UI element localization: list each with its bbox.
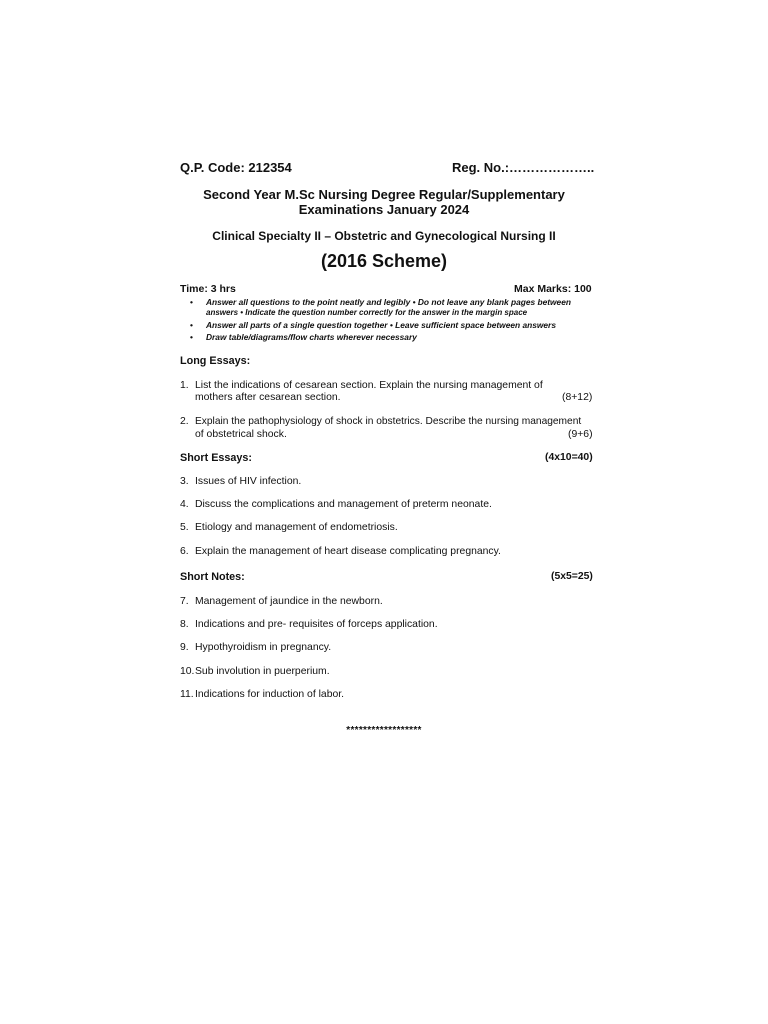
bullet-icon: • <box>190 320 193 330</box>
question-number: 4. <box>180 499 189 510</box>
question-2-marks: (9+6) <box>568 429 593 440</box>
question-1 <box>180 380 543 392</box>
question-8 <box>180 619 438 631</box>
instruction-1-continued: answers • Indicate the question number correctly for the answer in the margin space <box>206 308 528 317</box>
question-4 <box>180 499 492 511</box>
instruction-text: Answer all parts of a single question together • Leave sufficient space between answers <box>206 320 556 330</box>
question-text: Indications for induction of labor. <box>195 689 345 700</box>
instruction-2 <box>190 320 556 330</box>
question-number: 5. <box>180 522 189 533</box>
section-heading-long-essays: Long Essays: <box>180 355 251 367</box>
short-notes-marks: (5x5=25) <box>551 571 593 582</box>
question-text: Management of jaundice in the newborn. <box>195 596 383 607</box>
question-number: 6. <box>180 546 189 557</box>
question-5 <box>180 522 398 534</box>
instruction-1 <box>190 297 571 307</box>
question-text: List the indications of cesarean section. Explain the nursing management of <box>195 380 543 391</box>
question-number: 7. <box>180 596 189 607</box>
exam-title-line2: Examinations January 2024 <box>298 202 470 217</box>
question-2 <box>180 416 581 428</box>
question-7 <box>180 596 383 608</box>
question-text: Explain the pathophysiology of shock in obstetrics. Describe the nursing management <box>195 416 582 427</box>
scheme-title: (2016 Scheme) <box>320 251 448 271</box>
question-10 <box>180 666 330 678</box>
reg-no: Reg. No.:……………….. <box>452 160 595 175</box>
subject-title: Clinical Specialty II – Obstetric and Gynecological Nursing II <box>212 229 556 243</box>
section-heading-short-essays: Short Essays: <box>180 452 253 464</box>
question-text: Hypothyroidism in pregnancy. <box>195 642 332 653</box>
section-heading-short-notes: Short Notes: <box>180 571 245 583</box>
question-number: 11. <box>180 689 194 700</box>
end-of-paper-stars: ****************** <box>346 725 422 736</box>
question-1-marks: (8+12) <box>562 392 593 403</box>
question-2-continued: of obstetrical shock. <box>195 429 287 440</box>
question-text: Etiology and management of endometriosis. <box>195 522 398 533</box>
question-6 <box>180 546 501 558</box>
question-text: Discuss the complications and management of preterm neonate. <box>195 499 492 510</box>
instruction-text: Draw table/diagrams/flow charts wherever necessary <box>206 332 417 342</box>
question-text: Indications and pre- requisites of forceps application. <box>195 619 438 630</box>
instruction-text: Answer all questions to the point neatly and legibly • Do not leave any blank pages between <box>206 297 571 307</box>
question-3 <box>180 476 301 488</box>
question-number: 8. <box>180 619 189 630</box>
exam-title-line1: Second Year M.Sc Nursing Degree Regular/Supplementary <box>203 187 565 202</box>
question-9 <box>180 642 331 654</box>
instruction-3 <box>190 332 417 342</box>
max-marks: Max Marks: 100 <box>514 283 592 295</box>
question-11 <box>180 689 344 701</box>
question-text: Explain the management of heart disease complicating pregnancy. <box>195 546 501 557</box>
bullet-icon: • <box>190 297 193 307</box>
qp-code: Q.P. Code: 212354 <box>180 160 292 175</box>
question-number: 1. <box>180 380 189 391</box>
question-1-continued: mothers after cesarean section. <box>195 392 341 403</box>
question-text: Sub involution in puerperium. <box>195 666 330 677</box>
question-number: 10. <box>180 666 195 677</box>
question-text: Issues of HIV infection. <box>195 476 302 487</box>
question-number: 2. <box>180 416 189 427</box>
question-number: 9. <box>180 642 189 653</box>
question-number: 3. <box>180 476 189 487</box>
time-label: Time: 3 hrs <box>180 283 236 295</box>
short-essays-marks: (4x10=40) <box>545 452 593 463</box>
bullet-icon: • <box>190 332 193 342</box>
